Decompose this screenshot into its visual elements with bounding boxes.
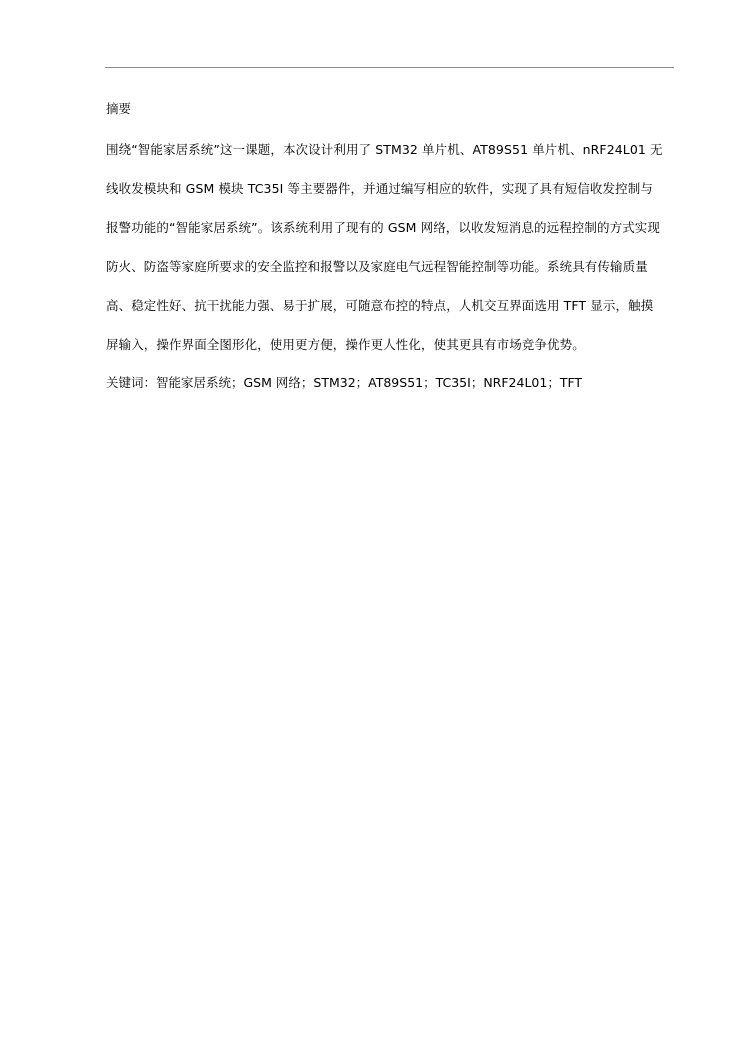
abstract-line-6: 屏输入，操作界面全图形化，使用更方便，操作更人性化，使其更具有市场竞争优势。 (106, 337, 585, 352)
abstract-line-3: 报警功能的“智能家居系统”。该系统利用了现有的 GSM 网络，以收发短消息的远程控制的方式实现 (106, 220, 661, 235)
abstract-line-2: 线收发模块和 GSM 模块 TC35I 等主要器件，并通过编写相应的软件，实现了具有短信收发控制与 (106, 181, 653, 196)
abstract-line-5: 高、稳定性好、抗干扰能力强、易于扩展，可随意布控的特点，人机交互界面选用 TFT 显示，触摸 (106, 298, 654, 313)
abstract-line-4: 防火、防盗等家庭所要求的安全监控和报警以及家庭电气远程智能控制等功能。系统具有传输质量 (106, 259, 648, 274)
abstract-line-1: 围绕“智能家居系统”这一课题，本次设计利用了 STM32 单片机、AT89S51 单片机、nRF24L01 无 (106, 142, 663, 157)
keywords-line: 关键词：智能家居系统；GSM 网络；STM32；AT89S51；TC35I；NRF24L01；TFT (106, 375, 583, 390)
header-divider (105, 67, 674, 68)
abstract-heading: 摘要 (106, 101, 132, 116)
